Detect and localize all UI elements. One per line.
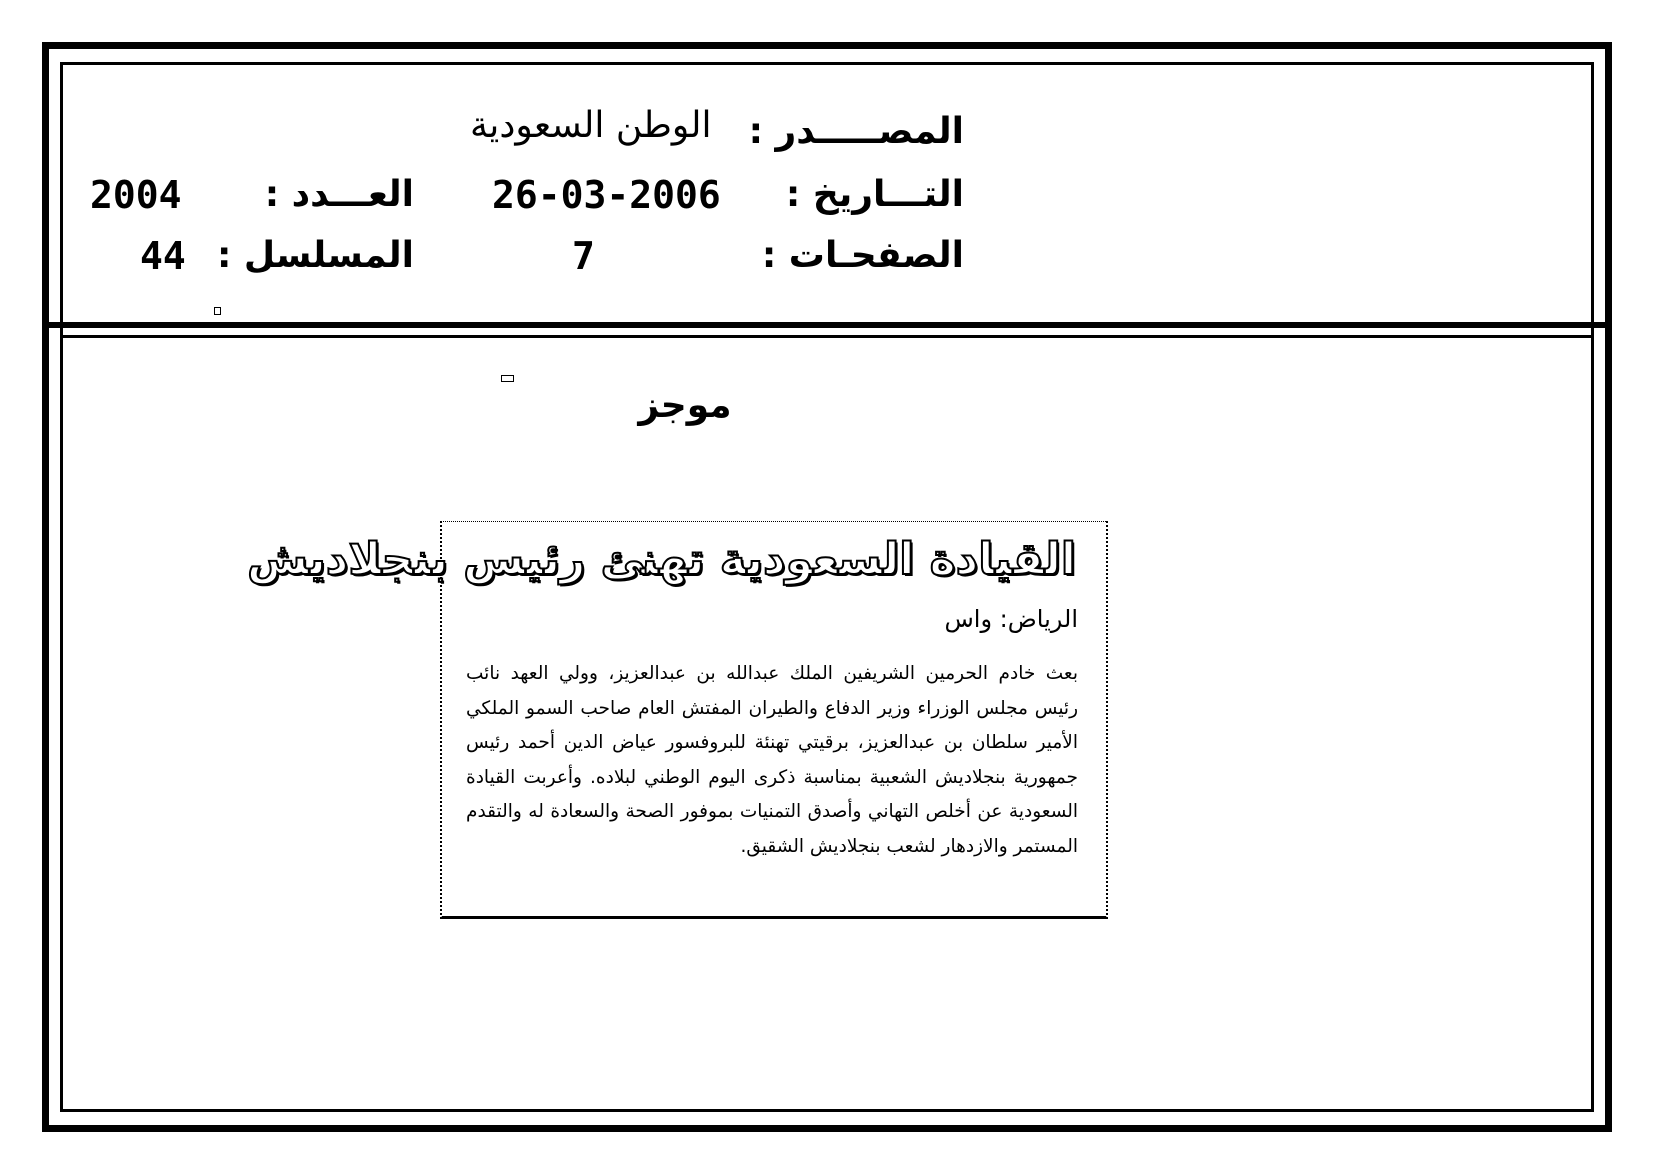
article-clipping xyxy=(247,521,1108,919)
header-divider xyxy=(49,322,1605,328)
article-headline: القيادة السعودية تهنئ رئيس بنجلاديش xyxy=(247,534,1076,585)
article-byline: الرياض: واس xyxy=(944,605,1078,633)
scan-speck xyxy=(214,307,221,315)
section-title: موجز xyxy=(638,385,732,426)
header-divider-inner xyxy=(60,335,1594,338)
issue-label: العـــدد : xyxy=(264,174,414,215)
issue-value: 2004 xyxy=(90,173,182,217)
date-label: التـــاريخ : xyxy=(785,174,964,215)
pages-label: الصفحـات : xyxy=(761,235,964,276)
serial-value: 44 xyxy=(140,234,186,278)
serial-label: المسلسل : xyxy=(216,235,414,276)
source-value: الوطن السعودية xyxy=(470,105,712,146)
source-label: المصـــــدر : xyxy=(748,111,964,152)
article-body: بعث خادم الحرمين الشريفين الملك عبدالله بن عبدالعزيز، وولي العهد نائب رئيس مجلس الوزراء وزير الدفاع والطيران المفتش العام صاحب السمو الملكي الأمير سلطان بن عبدالعزيز، برقيتي تهنئة للبروفسور عياض الدين أحمد رئيس جمهورية بنجلاديش الشعبية بمناسبة ذكرى اليوم الوطني لبلاده. وأعربت القيادة السعودية عن أخلص التهاني وأصدق التمنيات بموفور الصحة والسعادة له والتقدم المستمر والازدهار لشعب بنجلاديش الشقيق. xyxy=(466,663,1078,857)
date-value: 26-03-2006 xyxy=(492,173,721,217)
scan-speck xyxy=(501,375,514,382)
pages-value: 7 xyxy=(572,234,595,278)
